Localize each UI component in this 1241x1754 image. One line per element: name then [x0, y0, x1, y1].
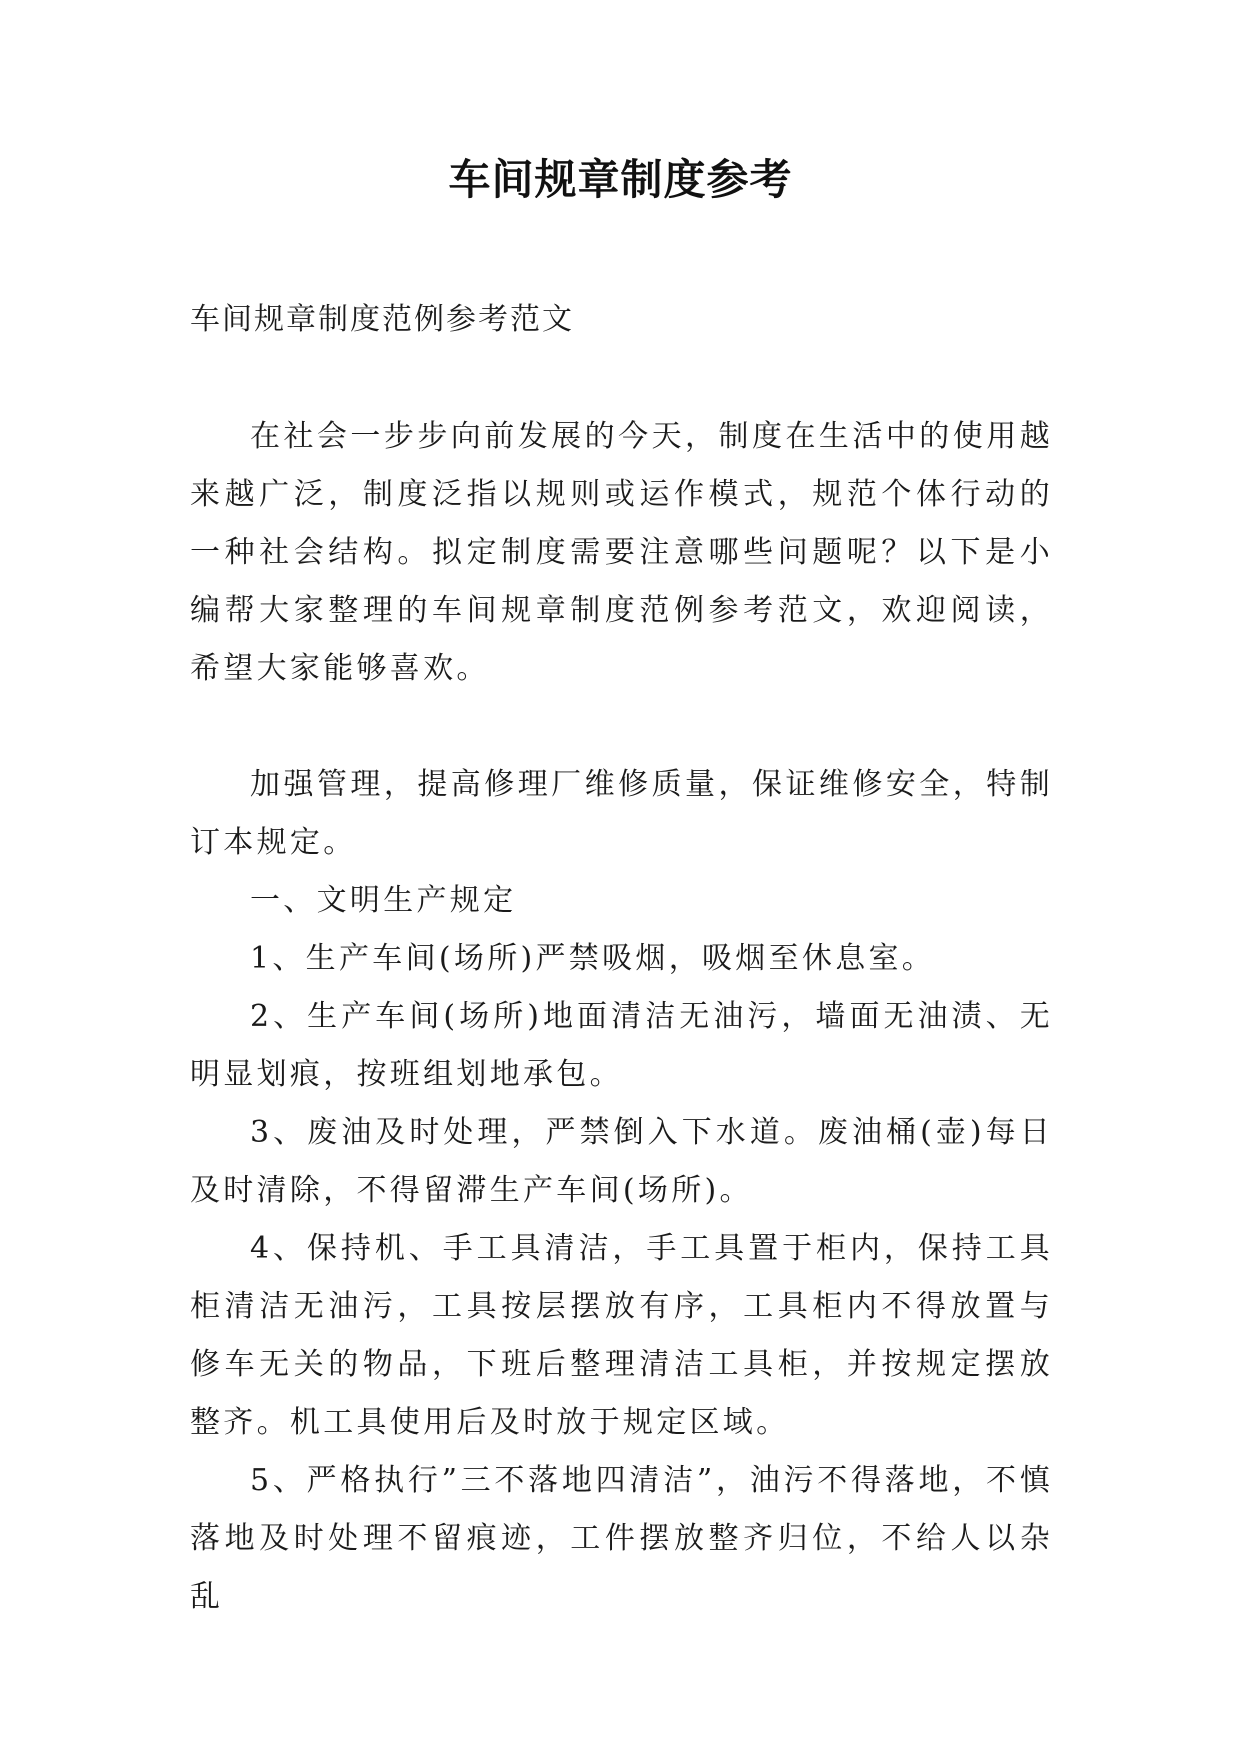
intro-paragraph: 在社会一步步向前发展的今天，制度在生活中的使用越来越广泛，制度泛指以规则或运作模式，规范个体行动的一种社会结构。拟定制度需要注意哪些问题呢？以下是小编帮大家整理的车间规章制度范例参考范文，欢迎阅读，希望大家能够喜欢。 — [190, 419, 1053, 686]
section-heading: 一、文明生产规定 — [250, 883, 517, 918]
document-subtitle: 车间规章制度范例参考范文 — [190, 302, 574, 337]
document-title: 车间规章制度参考 — [448, 155, 793, 204]
purpose-paragraph: 加强管理，提高修理厂维修质量，保证维修安全，特制订本规定。 — [190, 767, 1053, 860]
rule-item-4: 4、保持机、手工具清洁，手工具置于柜内，保持工具柜清洁无油污，工具按层摆放有序，工具柜内不得放置与修车无关的物品，下班后整理清洁工具柜，并按规定摆放整齐。机工具使用后及时放于规定区域。 — [190, 1231, 1053, 1440]
rule-item-1: 1、生产车间(场所)严禁吸烟，吸烟至休息室。 — [250, 941, 936, 976]
rule-item-2: 2、生产车间(场所)地面清洁无油污，墙面无油渍、无明显划痕，按班组划地承包。 — [190, 999, 1053, 1092]
rule-item-5: 5、严格执行”三不落地四清洁”，油污不得落地，不慎落地及时处理不留痕迹，工件摆放整齐归位，不给人以杂乱 — [190, 1463, 1053, 1614]
rule-item-3: 3、废油及时处理，严禁倒入下水道。废油桶(壶)每日及时清除，不得留滞生产车间(场所)。 — [190, 1115, 1053, 1208]
paragraph-spacer — [190, 698, 1053, 756]
document-body — [190, 408, 1053, 1626]
